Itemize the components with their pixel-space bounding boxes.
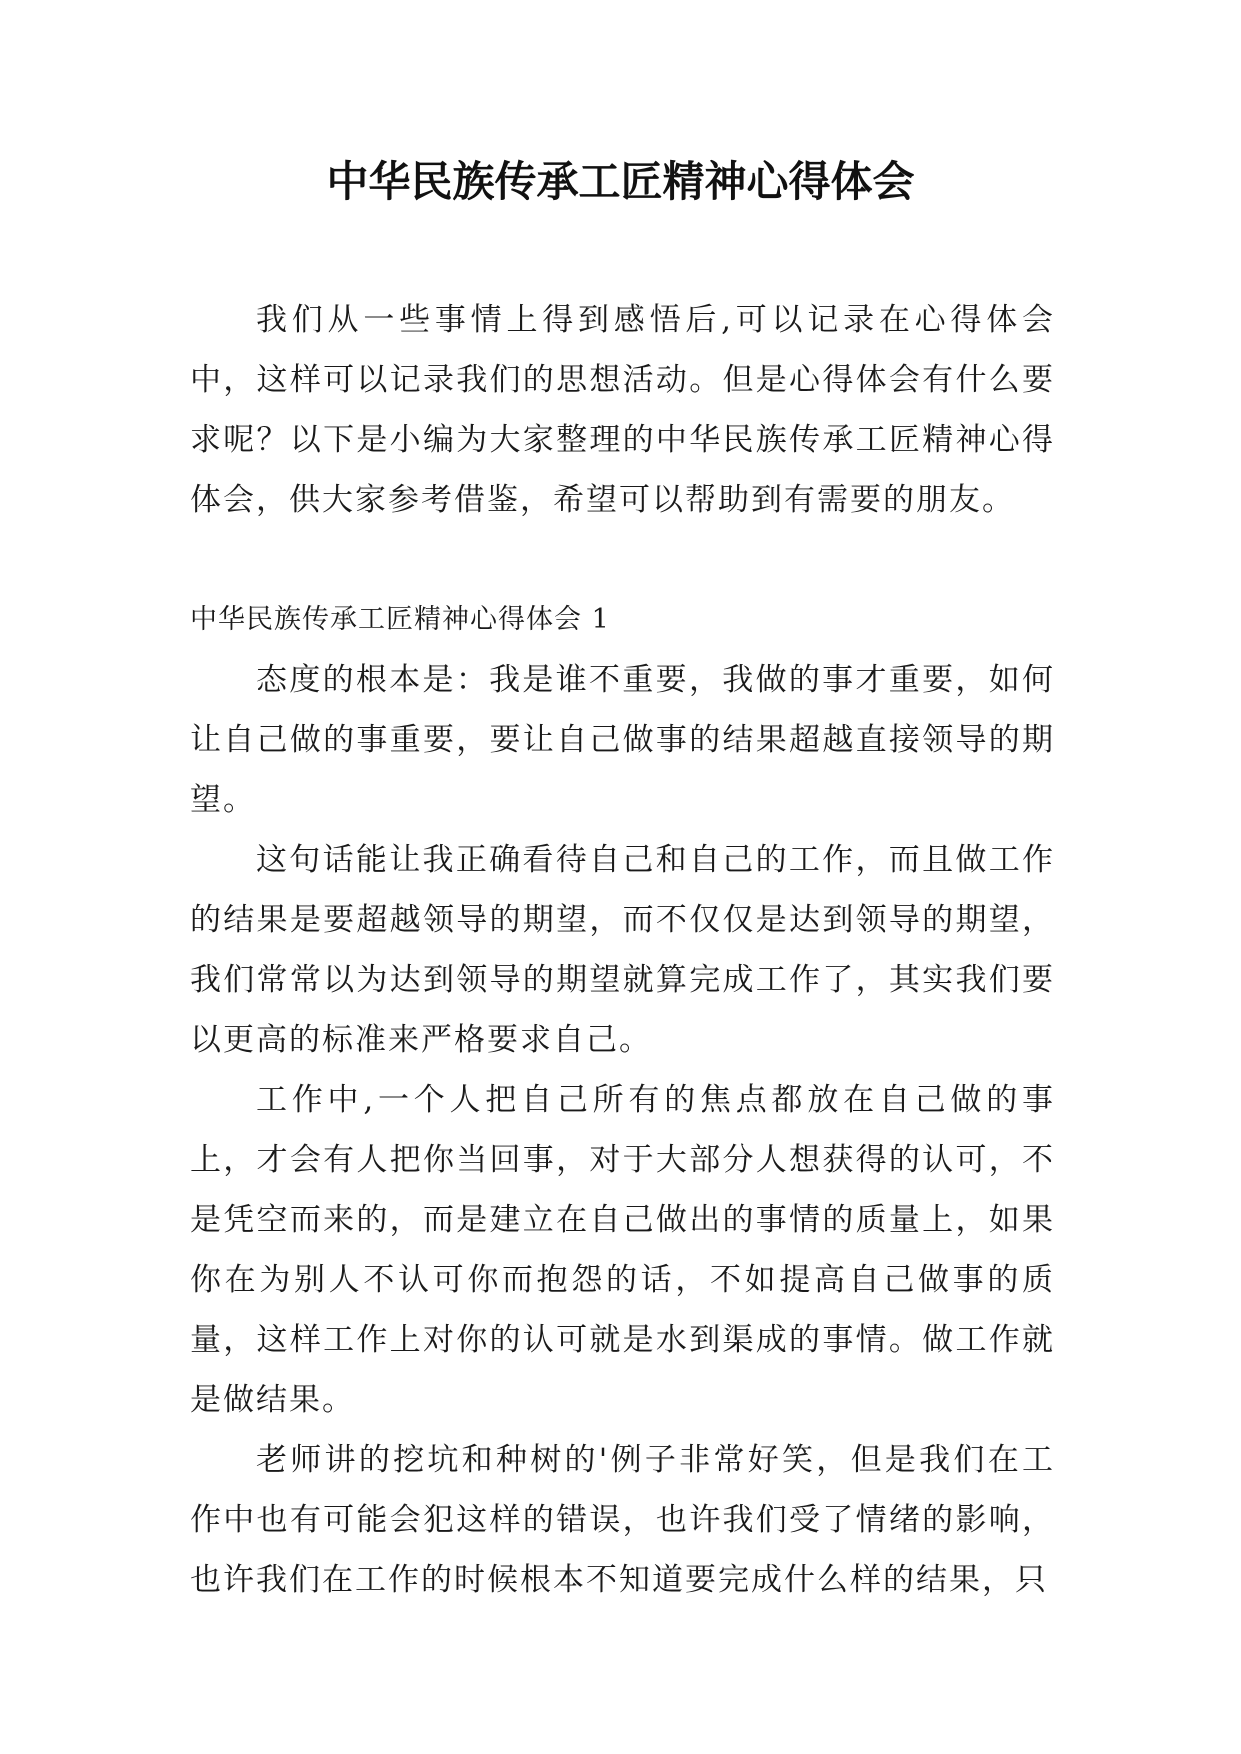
- body-paragraph-4: 老师讲的挖坑和种树的'例子非常好笑，但是我们在工作中也有可能会犯这样的错误，也许我们受了情绪的影响，也许我们在工作的时候根本不知道要完成什么样的结果，只: [190, 1442, 1055, 1598]
- body-paragraph-1: 态度的根本是：我是谁不重要，我做的事才重要，如何让自己做的事重要，要让自己做事的结果超越直接领导的期望。: [190, 662, 1055, 818]
- section-heading: 中华民族传承工匠精神心得体会 1: [190, 604, 610, 635]
- body-paragraph-2: 这句话能让我正确看待自己和自己的工作，而且做工作的结果是要超越领导的期望，而不仅仅是达到领导的期望，我们常常以为达到领导的期望就算完成工作了，其实我们要以更高的标准来严格要求自己。: [190, 842, 1055, 1058]
- document-title: 中华民族传承工匠精神心得体会: [326, 157, 915, 206]
- document-body: [190, 290, 1055, 1610]
- intro-paragraph: 我们从一些事情上得到感悟后,可以记录在心得体会中，这样可以记录我们的思想活动。但是心得体会有什么要求呢？以下是小编为大家整理的中华民族传承工匠精神心得体会，供大家参考借鉴，希望可以帮助到有需要的朋友。: [190, 302, 1055, 518]
- body-paragraph-3: 工作中,一个人把自己所有的焦点都放在自己做的事上，才会有人把你当回事，对于大部分人想获得的认可，不是凭空而来的，而是建立在自己做出的事情的质量上，如果你在为别人不认可你而抱怨的话，不如提高自己做事的质量，这样工作上对你的认可就是水到渠成的事情。做工作就是做结果。: [190, 1082, 1055, 1418]
